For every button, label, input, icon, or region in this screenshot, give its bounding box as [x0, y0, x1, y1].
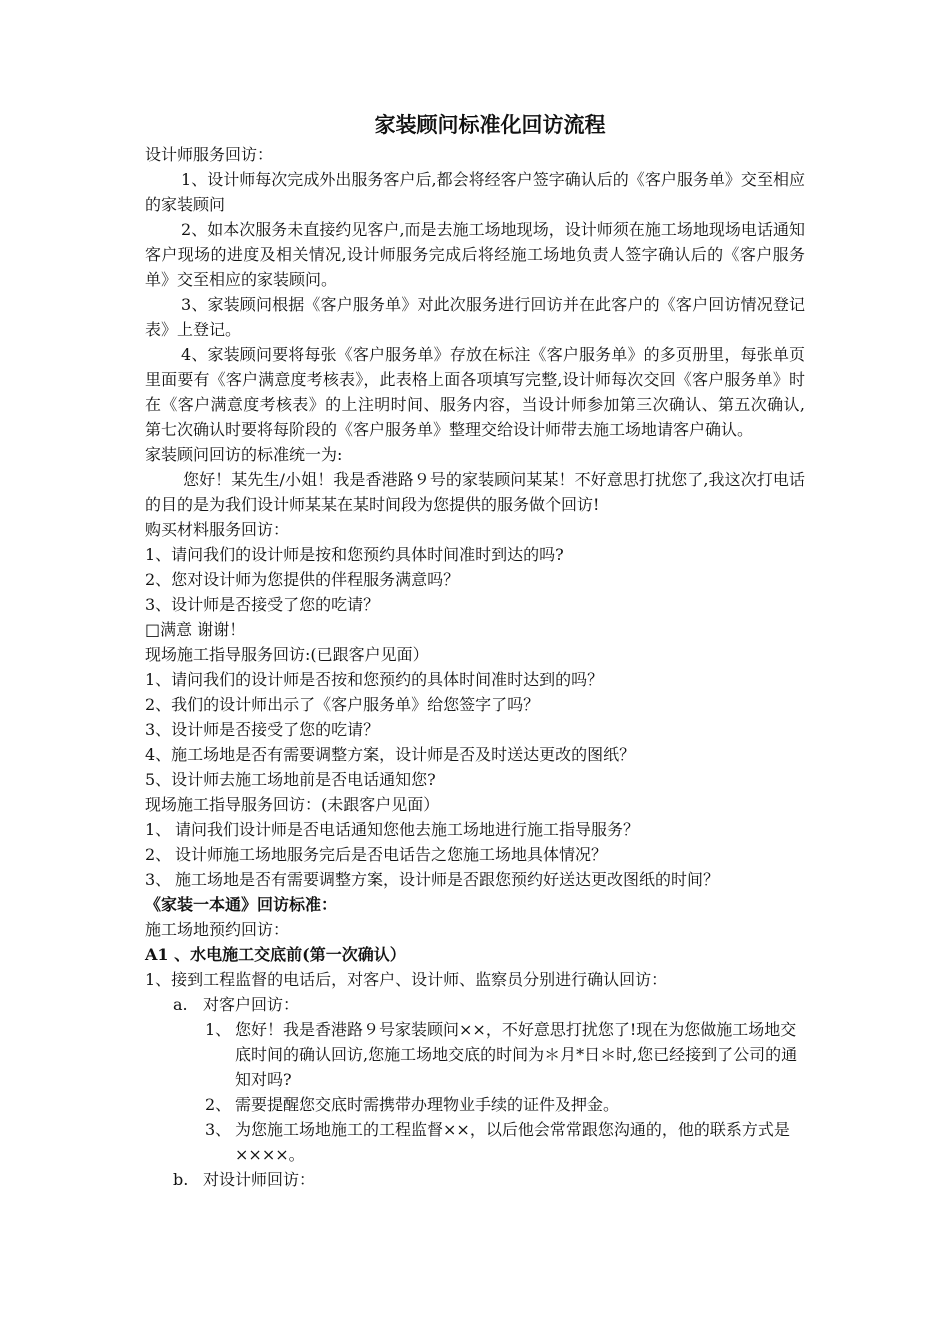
list-item: [145, 842, 805, 867]
list-item: 3、设计师是否接受了您的吃请？: [145, 720, 380, 739]
section-heading-site-booking: 施工场地预约回访：: [145, 920, 290, 939]
list-item: 1、请问我们的设计师是按和您预约具体时间准时到达的吗?: [145, 545, 564, 564]
list-text: 请问我们设计师是否电话通知您他去施工场地进行施工指导服务？: [175, 820, 640, 839]
list-number: 1、: [145, 820, 172, 839]
list-text: 为您施工场地施工的工程监督××，以后他会常常跟您沟通的，他的联系方式是××××。: [235, 1120, 790, 1164]
list-item: [145, 1092, 805, 1117]
section-heading-onsite-not-met: 现场施工指导服务回访：(未跟客户见面）: [145, 795, 440, 814]
list-text: 您好！我是香港路９号家装顾问××，不好意思打扰您了!现在为您做施工场地交底时间的确认回访,您施工场地交底的时间为＊月*日＊时,您已经接到了公司的通知对吗?: [235, 1020, 798, 1089]
list-letter: b.: [173, 1170, 189, 1189]
a1-intro: 1、接到工程监督的电话后，对客户、设计师、监察员分别进行确认回访：: [145, 970, 668, 989]
section-heading-a1: A1 、水电施工交底前(第一次确认）: [145, 945, 406, 964]
list-item: 5、设计师去施工场地前是否电话通知您?: [145, 770, 436, 789]
paragraph: 1、设计师每次完成外出服务客户后,都会将经客户签字确认后的《客户服务单》交至相应的家装顾问: [145, 170, 805, 214]
list-item: [145, 1117, 805, 1167]
paragraph: 3、家装顾问根据《客户服务单》对此次服务进行回访并在此客户的《客户回访情况登记表》上登记。: [145, 295, 805, 339]
list-number: 2、: [145, 845, 172, 864]
list-text: 对客户回访：: [203, 995, 300, 1014]
list-text: 对设计师回访：: [203, 1170, 316, 1189]
list-item: 4、施工场地是否有需要调整方案，设计师是否及时送达更改的图纸？: [145, 745, 636, 764]
list-item: [145, 817, 805, 842]
sublist-label-b: [145, 1167, 805, 1192]
list-text: 施工场地是否有需要调整方案，设计师是否跟您预约好送达更改图纸的时间？: [175, 870, 720, 889]
list-number: 3、: [145, 870, 172, 889]
list-number: 1、: [205, 1020, 232, 1039]
document-body: [145, 108, 805, 1192]
list-item: 3、设计师是否接受了您的吃请？: [145, 595, 380, 614]
list-letter: a.: [173, 995, 188, 1014]
list-text: 设计师施工场地服务完后是否电话告之您施工场地具体情况？: [175, 845, 608, 864]
paragraph: 4、家装顾问要将每张《客户服务单》存放在标注《客户服务单》的多页册里，每张单页里面要有《客户满意度考核表》，此表格上面各项填写完整,设计师每次交回《客户服务单》时在《客户满意度考核表》的上注明时间、服务内容，当设计师参加第三次确认、第五次确认,第七次确认时要将每阶段的《客户服务单》整理交给设计师带去施工场地请客户确认。: [145, 345, 805, 439]
standard-greeting: 您好！某先生/小姐！我是香港路９号的家装顾问某某！不好意思打扰您了,我这次打电话的目的是为我们设计师某某在某时间段为您提供的服务做个回访!: [145, 470, 805, 514]
satisfied-checkbox-line: □满意 谢谢！: [145, 620, 246, 639]
list-item: 1、请问我们的设计师是否按和您预约的具体时间准时达到的吗？: [145, 670, 604, 689]
section-heading-purchase: 购买材料服务回访：: [145, 520, 290, 539]
sublist-label-a: [145, 992, 805, 1017]
section-heading-standard: 家装顾问回访的标准统一为:: [145, 445, 343, 464]
section-heading-onsite-met: 现场施工指导服务回访:(已跟客户见面）: [145, 645, 429, 664]
list-item: 2、您对设计师为您提供的伴程服务满意吗？: [145, 570, 460, 589]
list-item: [145, 867, 805, 892]
section-heading-designer-service: 设计师服务回访：: [145, 145, 274, 164]
list-item: 2、我们的设计师出示了《客户服务单》给您签字了吗？: [145, 695, 540, 714]
list-text: 需要提醒您交底时需携带办理物业手续的证件及押金。: [235, 1095, 620, 1114]
list-item: [145, 1017, 805, 1092]
paragraph: 2、如本次服务未直接约见客户,而是去施工场地现场，设计师须在施工场地现场电话通知客户现场的进度及相关情况,设计师服务完成后将经施工场地负责人签字确认后的《客户服务单》交至相应的家装顾问。: [145, 220, 805, 289]
document-title: 家装顾问标准化回访流程: [374, 112, 606, 137]
section-heading-manual: 《家装一本通》回访标准：: [145, 895, 338, 914]
list-number: 3、: [205, 1120, 232, 1139]
list-number: 2、: [205, 1095, 232, 1114]
